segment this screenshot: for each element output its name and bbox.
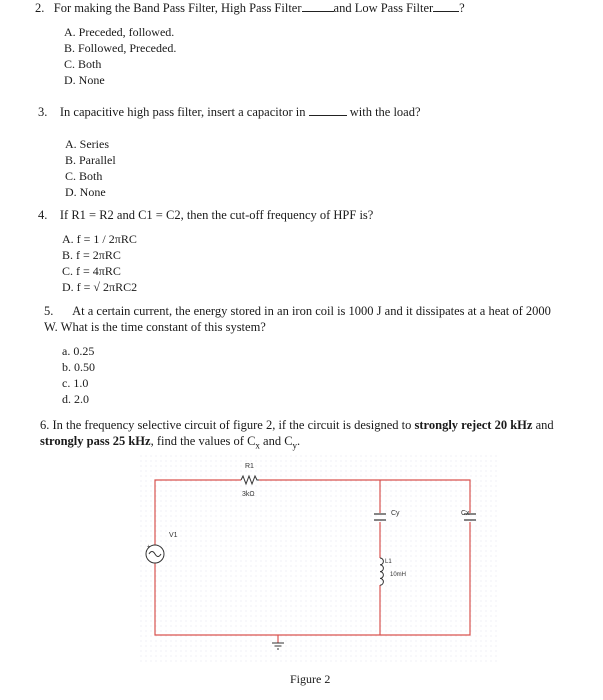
q3-option-b: B. Parallel [65,153,116,167]
l1-value: 10mH [390,572,407,578]
q6-line2-text: , find the values of C [150,434,256,448]
l1-label: L1 [385,559,392,565]
q6-sub-y: y [292,440,298,451]
q2-text-part1: For making the Band Pass Filter, High Pass Filter [53,1,302,15]
question-4 [38,208,373,223]
q6-sub-x: x [255,440,260,451]
plus-sign: + [147,544,150,550]
q2-blank-1 [302,0,334,12]
q2-number: 2. [35,1,45,15]
q3-option-d: D. None [65,185,106,199]
q3-number: 3. [38,105,48,119]
q3-text-part1: In capacitive high pass filter, insert a capacitor in [59,105,306,119]
q6-line1-text: 6. In the frequency selective circuit of figure 2, if the circuit is designed to [40,418,415,432]
q5-option-a: a. 0.25 [62,344,95,358]
question-2 [35,0,465,16]
q6-line2-and: and C [259,434,293,448]
v1-label: V1 [169,532,178,539]
q4-number: 4. [38,208,48,222]
q6-line1-end: and [532,418,554,432]
grid-background [140,455,500,665]
q5-option-b: b. 0.50 [62,360,95,374]
cy-label: Cy [391,510,400,517]
q2-option-b: B. Followed, Preceded. [64,41,177,55]
q5-option-c: c. 1.0 [62,376,89,390]
q6-line2-end: . [297,434,301,448]
q4-option-c: C. f = 4πRC [62,264,121,278]
circuit-diagram [140,455,500,665]
q4-option-d: D. f = √ 2πRC2 [62,280,138,294]
q6-pass-freq: strongly pass 25 kHz [40,434,151,448]
q5-number: 5. [44,304,54,318]
r1-value: 3kΩ [242,491,255,498]
cx-label: Cx [461,510,470,517]
q2-blank-2 [433,0,459,12]
question-6-line1 [40,418,554,433]
q4-text: If R1 = R2 and C1 = C2, then the cut-off frequency of HPF is? [59,208,374,222]
q4-option-b: B. f = 2πRC [62,248,121,262]
q4-option-a: A. f = 1 / 2πRC [62,232,137,246]
q3-blank [309,104,347,116]
q6-reject-freq: strongly reject 20 kHz [414,418,533,432]
q2-option-c: C. Both [64,57,102,71]
r1-label: R1 [245,463,254,470]
q5-line1: At a certain current, the energy stored in an iron coil is 1000 J and it dissipates at a heat of 2000 [72,304,551,318]
q5-option-d: d. 2.0 [62,392,89,406]
q3-option-c: C. Both [65,169,103,183]
q5-line2: W. What is the time constant of this system? [44,320,266,334]
question-5 [44,304,551,319]
q2-text-part3: ? [459,1,465,15]
q2-option-d: D. None [64,73,105,87]
q2-option-a: A. Preceded, followed. [64,25,175,39]
question-3 [38,104,421,120]
q2-text-part2: and Low Pass Filter [333,1,434,15]
question-6-line2 [40,434,300,449]
figure-caption: Figure 2 [290,672,331,686]
q3-text-part2: with the load? [349,105,421,119]
q3-option-a: A. Series [65,137,109,151]
